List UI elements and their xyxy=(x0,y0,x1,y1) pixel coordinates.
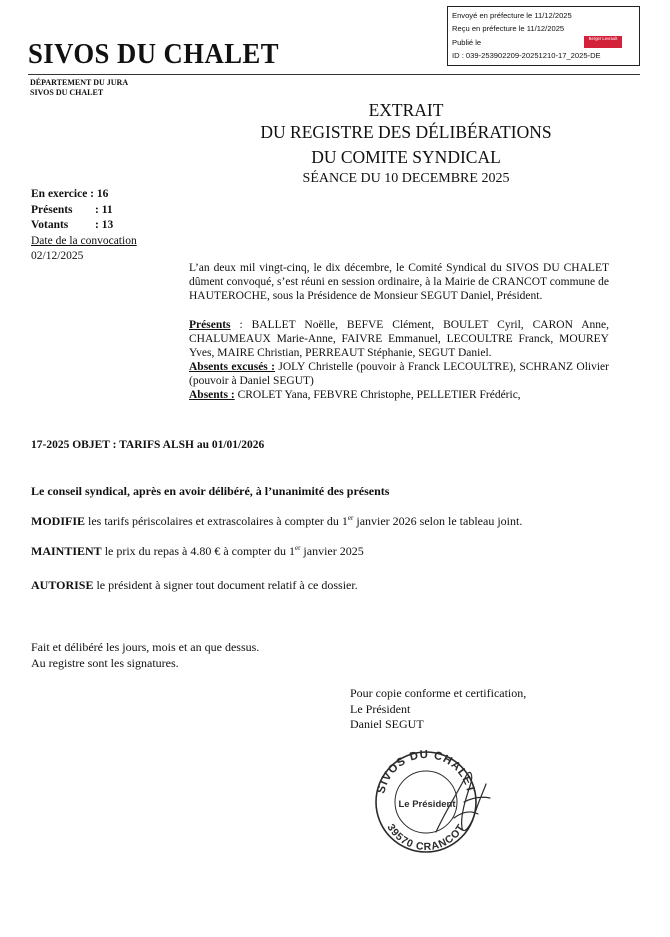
convocation-label: Date de la convocation xyxy=(31,234,137,247)
prefecture-received: Reçu en préfecture le 11/12/2025 xyxy=(452,24,565,34)
official-seal-stamp xyxy=(366,740,496,860)
berger-levrault-logo: Berger Levrault xyxy=(584,36,622,48)
decision-maintient-text-end: janvier 2025 xyxy=(300,544,364,558)
seal-bottom-text: 39570 CRANCOT xyxy=(384,821,468,854)
title-registre: DU REGISTRE DES DÉLIBÉRATIONS xyxy=(260,122,552,142)
signer-role: Le Président xyxy=(350,701,411,716)
stat-votants-value: : 13 xyxy=(95,219,114,231)
absent-list: CROLET Yana, FEBVRE Christophe, PELLETIER Frédéric, xyxy=(234,389,521,401)
closing-block xyxy=(31,640,259,671)
prefecture-published: Publié le xyxy=(452,37,482,47)
stat-votants-label: Votants xyxy=(31,219,69,231)
seal-top-text: SIVOS DU CHALET xyxy=(375,748,477,795)
decision-modifie-verb: MODIFIE xyxy=(31,514,85,528)
signer-name: Daniel SEGUT xyxy=(350,717,424,731)
decision-modifie-text-end: janvier 2026 selon le tableau joint. xyxy=(353,514,523,528)
stat-presents-label: Présents xyxy=(31,203,73,216)
decision-modifie xyxy=(31,514,522,529)
title-comite: DU COMITE SYNDICAL xyxy=(311,147,501,167)
title-extrait: EXTRAIT xyxy=(368,100,444,120)
attendance-paragraph xyxy=(189,318,609,402)
ordinal-sup: er xyxy=(347,514,354,522)
decision-autorise-verb: AUTORISE xyxy=(31,578,94,592)
decision-maintient xyxy=(31,544,364,559)
svg-text:SIVOS DU CHALET xyxy=(375,749,476,795)
stat-exercice-label: En exercice : xyxy=(31,188,95,200)
attendance-stats xyxy=(31,187,137,265)
convocation-date: 02/12/2025 xyxy=(31,250,84,262)
stat-votants xyxy=(31,218,137,234)
decision-autorise-text: le président à signer tout document relatif à ce dossier. xyxy=(93,578,358,592)
prefecture-sent: Envoyé en préfecture le 11/12/2025 xyxy=(452,11,572,20)
certification-line: Pour copie conforme et certification, xyxy=(350,686,527,700)
deliberation-objet: 17-2025 OBJET : TARIFS ALSH au 01/01/2026 xyxy=(31,439,265,451)
absent-label: Absents : xyxy=(189,389,235,401)
header-divider xyxy=(28,74,640,75)
excused-list: JOLY Christelle (pouvoir à Franck LECOULTRE), SCHRANZ Olivier (pouvoir à Daniel SEGUT) xyxy=(189,361,609,387)
intro-paragraph: L’an deux mil vingt-cinq, le dix décembre, le Comité Syndical du SIVOS DU CHALET dûment convoqué, s’est réuni en session ordinaire, à la Mairie de CRANCOT commune de HAUTEROCHE, sous la Présidence de Monsieur SEGUT Daniel, Président. xyxy=(189,262,609,302)
signature-block xyxy=(350,686,526,733)
svg-text:39570 CRANCOT xyxy=(385,822,468,853)
stat-exercice-value: 16 xyxy=(96,188,109,200)
decision-maintient-verb: MAINTIENT xyxy=(31,544,102,558)
ordinal-sup: er xyxy=(294,544,301,552)
department-line: DÉPARTEMENT DU JURA xyxy=(30,78,129,87)
excused-label: Absents excusés : xyxy=(189,361,275,373)
closing-line-1: Fait et délibéré les jours, mois et an que dessus. xyxy=(31,640,260,654)
closing-line-2: Au registre sont les signatures. xyxy=(31,655,179,670)
stat-exercice xyxy=(31,187,137,203)
decision-autorise xyxy=(31,578,358,593)
decision-modifie-text: les tarifs périscolaires et extrascolaires à compter du 1 xyxy=(85,514,348,528)
conseil-statement: Le conseil syndical, après en avoir délibéré, à l’unanimité des présents xyxy=(31,484,390,498)
prefecture-id: ID : 039-253902209-20251210-17_2025-DE xyxy=(452,51,601,61)
prefecture-stamp-box xyxy=(447,6,640,66)
presents-list: : BALLET Noëlle, BEFVE Clément, BOULET Cyril, CARON Anne, CHALUMEAUX Marie-Anne, FAIVRE Emmanuel, LECOULTRE Franck, MOUREY Yves, MAIRE Christian, PERREAUT Stéphanie, SEGUT Daniel. xyxy=(189,319,609,359)
seal-center-text: Le Président xyxy=(398,799,456,810)
org-title: SIVOS DU CHALET xyxy=(28,38,280,70)
stat-presents xyxy=(31,203,137,219)
sivos-line: SIVOS DU CHALET xyxy=(30,88,104,97)
stat-presents-value: : 11 xyxy=(95,203,113,216)
presents-label: Présents xyxy=(189,319,231,331)
title-seance: SÉANCE DU 10 DECEMBRE 2025 xyxy=(302,171,510,186)
decision-maintient-text: le prix du repas à 4.80 € à compter du 1 xyxy=(101,544,295,558)
